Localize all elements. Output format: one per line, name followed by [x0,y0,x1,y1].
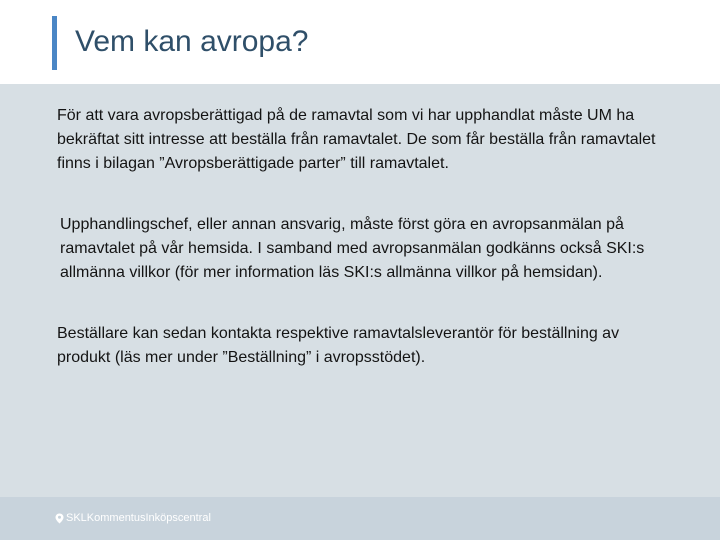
paragraph-bestallare: Beställare kan sedan kontakta respektive ramavtalsleverantör för beställning av produkt (läs mer under ”Beställning” i avropsstödet). [57,325,620,366]
footer-bar [0,497,720,540]
content-panel [0,84,720,497]
paragraph-avropsanmalan: Upphandlingschef, eller annan ansvarig, måste först göra en avropsanmälan på ramavtalet på vår hemsida. I samband med avropsanmälan godkänns också SKI:s allmänna villkor (för mer information läs SKI:s allmänna villkor på hemsidan). [60,216,645,281]
title-bar [0,0,720,84]
footer-logo [55,511,211,525]
slide-title: Vem kan avropa? [75,25,309,58]
paragraph-avropsberattigad: För att vara avropsberättigad på de ramavtal som vi har upphandlat måste UM ha bekräftat sitt intresse att beställa från ramavtalet. De som får beställa från ramavtalet finns i bilagan ”Avropsberättigade parter” till ramavtalet. [57,107,656,172]
skl-logo-icon [55,513,64,524]
title-accent-bar [52,16,57,70]
footer-logo-text: SKLKommentusInköpscentral [66,512,211,524]
content-text [57,104,667,370]
